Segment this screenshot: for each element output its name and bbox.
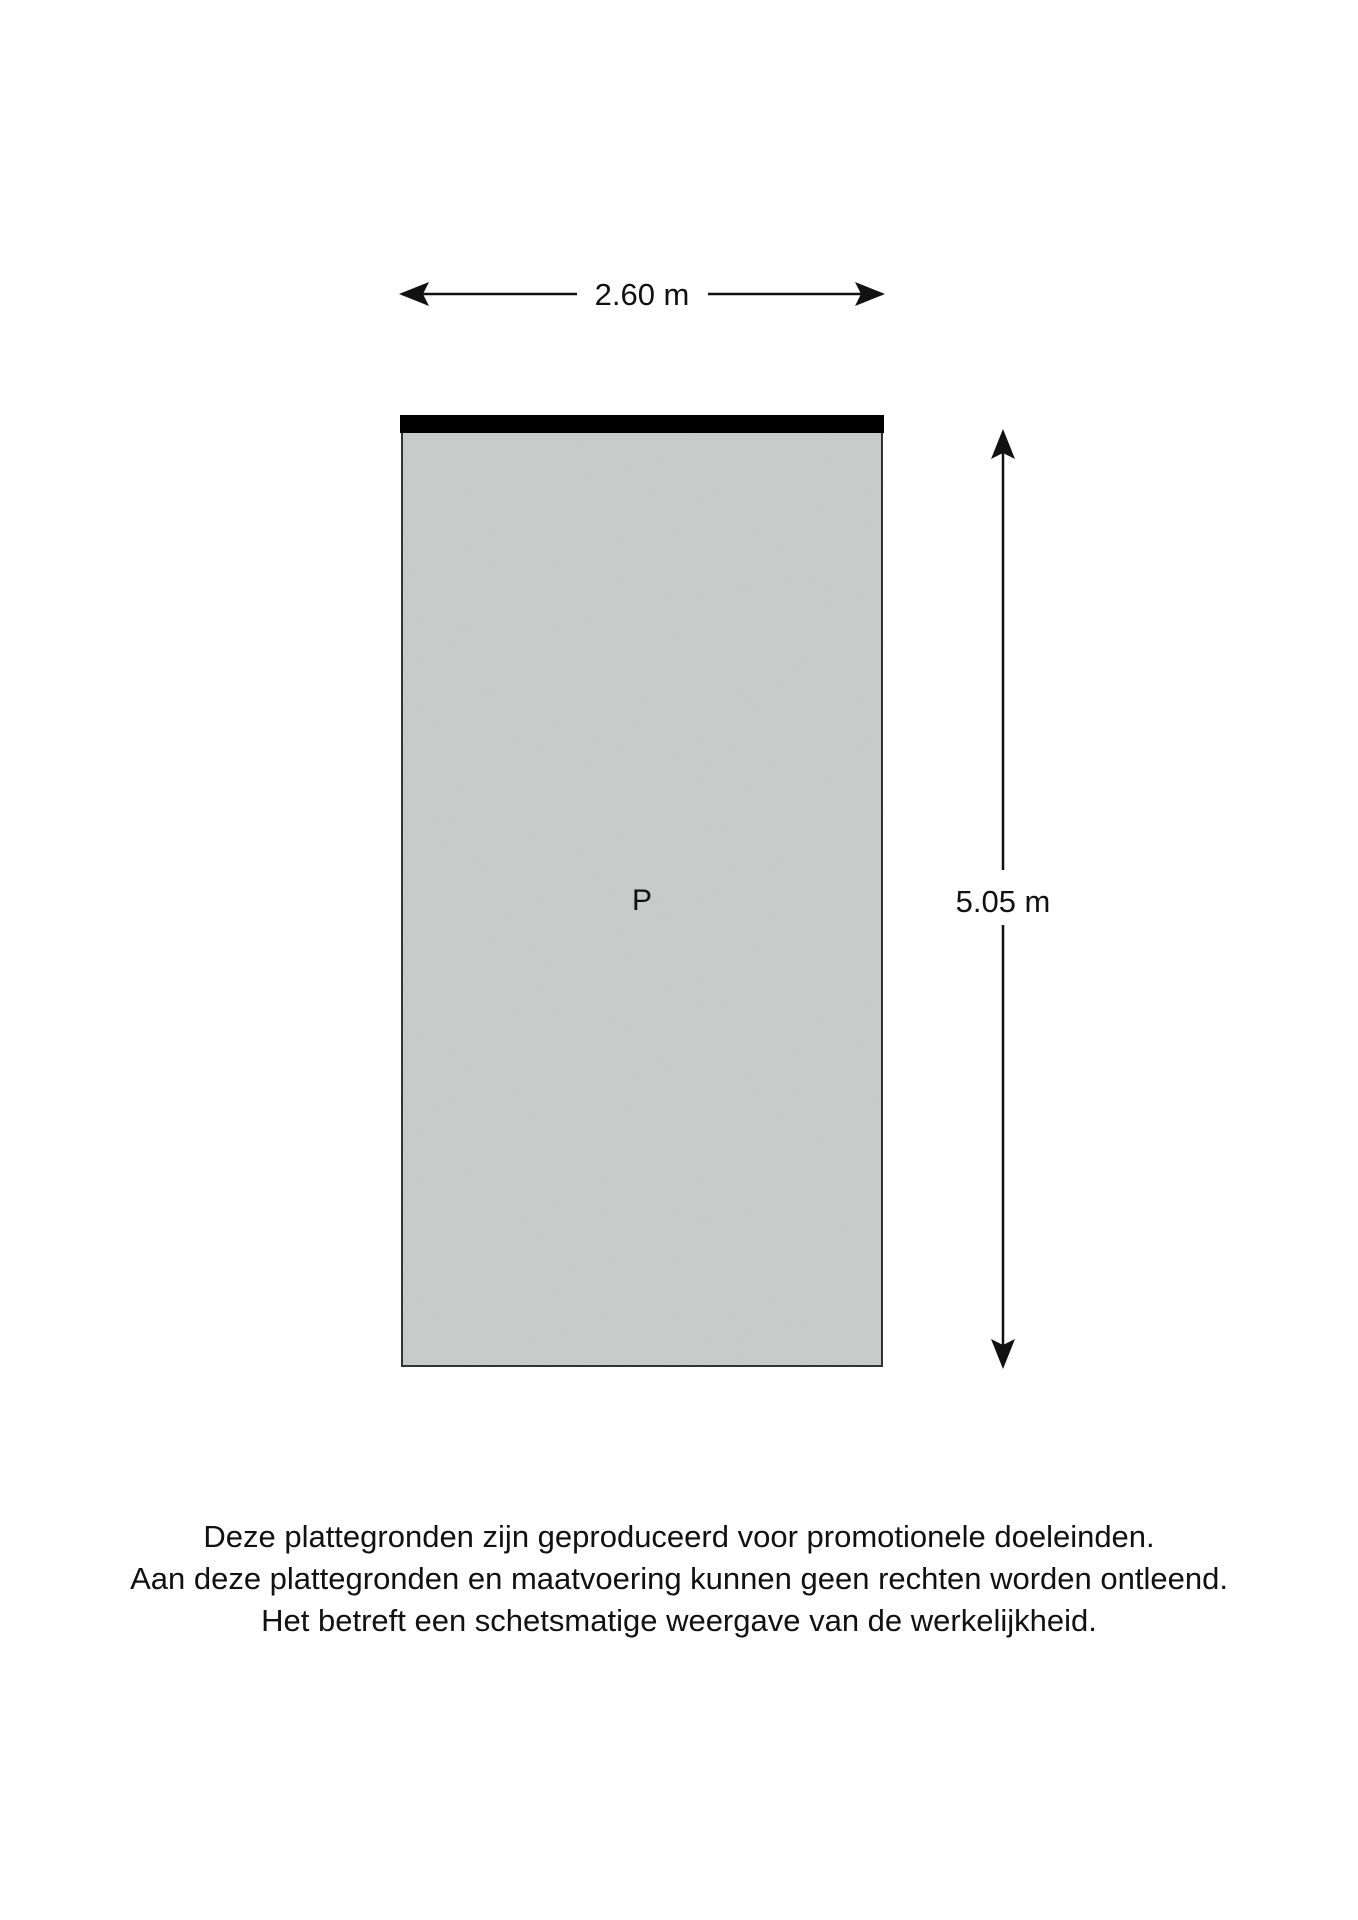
parking-room: [400, 415, 884, 1366]
room-label: P: [631, 884, 653, 917]
disclaimer-line-2: Aan deze plattegronden en maatvoering kunnen geen rechten worden ontleend.: [130, 1561, 1228, 1596]
disclaimer-line-3: Het betreft een schetsmatige weergave van de werkelijkheid.: [261, 1603, 1097, 1638]
width-label: 2.60 m: [594, 277, 690, 312]
top-wall: [400, 415, 884, 433]
width-dimension: [402, 277, 882, 312]
disclaimer: [0, 1516, 1358, 1642]
length-label: 5.05 m: [955, 884, 1051, 919]
disclaimer-line-1: Deze plattegronden zijn geproduceerd voor promotionele doeleinden.: [203, 1519, 1155, 1554]
length-dimension: [956, 432, 1051, 1366]
